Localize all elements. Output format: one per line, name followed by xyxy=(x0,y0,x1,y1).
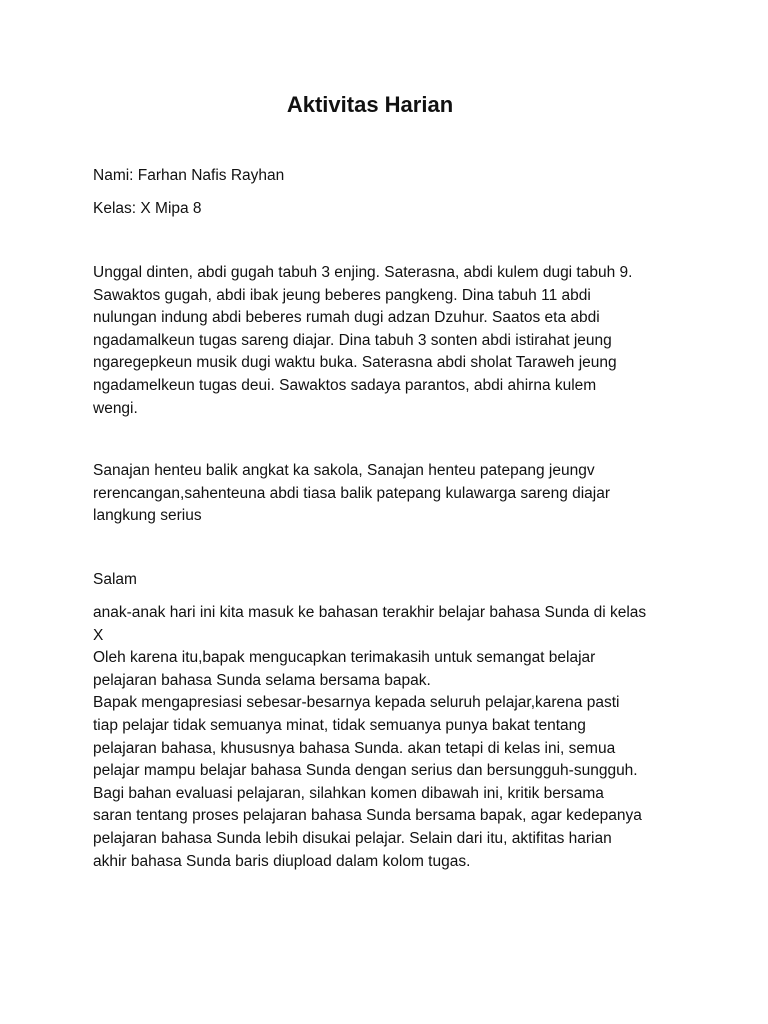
class-line: Kelas: X Mipa 8 xyxy=(93,200,202,217)
paragraph-line: saran tentang proses pelajaran bahasa Sunda bersama bapak, agar kedepanya xyxy=(93,807,642,825)
paragraph-line: Oleh karena itu,bapak mengucapkan terimakasih untuk semangat belajar xyxy=(93,649,596,667)
paragraph-line: langkung serius xyxy=(93,507,202,525)
paragraph-line: pelajar mampu belajar bahasa Sunda dengan serius dan bersungguh-sungguh. xyxy=(93,762,638,780)
paragraph-line: ngadamelkeun tugas deui. Sawaktos sadaya parantos, abdi ahirna kulem xyxy=(93,376,597,394)
paragraph-line: anak-anak hari ini kita masuk ke bahasan terakhir belajar bahasa Sunda di kelas xyxy=(93,604,647,621)
student-name-line: Nami: Farhan Nafis Rayhan xyxy=(93,167,285,184)
reflection-paragraph xyxy=(93,460,678,528)
paragraph-line: ngaregepkeun musik dugi waktu buka. Saterasna abdi sholat Taraweh jeung xyxy=(93,354,617,372)
paragraph-line: Sanajan henteu balik angkat ka sakola, Sanajan henteu patepang jeungv xyxy=(93,462,595,479)
paragraph-line: Bapak mengapresiasi sebesar-besarnya kepada seluruh pelajar,karena pasti xyxy=(93,694,620,712)
page-title: Aktivitas Harian xyxy=(286,92,454,117)
paragraph-line: akhir bahasa Sunda baris diupload dalam kolom tugas. xyxy=(93,852,471,870)
paragraph-line: rerencangan,sahenteuna abdi tiasa balik patepang kulawarga sareng diajar xyxy=(93,484,611,502)
daily-activity-paragraph xyxy=(93,262,678,420)
paragraph-line: nulungan indung abdi beberes rumah dugi adzan Dzuhur. Saatos eta abdi xyxy=(93,309,600,327)
teacher-message-paragraph xyxy=(93,602,678,873)
paragraph-line: pelajaran bahasa Sunda lebih disukai pelajar. Selain dari itu, aktifitas harian xyxy=(93,829,612,847)
paragraph-line: X xyxy=(93,626,104,644)
greeting-line: Salam xyxy=(93,571,137,588)
paragraph-line: wengi. xyxy=(93,399,138,417)
paragraph-line: pelajaran bahasa, khususnya bahasa Sunda. akan tetapi di kelas ini, semua xyxy=(93,739,616,757)
paragraph-line: Unggal dinten, abdi gugah tabuh 3 enjing. Saterasna, abdi kulem dugi tabuh 9. xyxy=(93,264,633,281)
paragraph-line: tiap pelajar tidak semuanya minat, tidak semuanya punya bakat tentang xyxy=(93,716,586,734)
paragraph-line: ngadamalkeun tugas sareng diajar. Dina tabuh 3 sonten abdi istirahat jeung xyxy=(93,331,612,349)
paragraph-line: Bagi bahan evaluasi pelajaran, silahkan komen dibawah ini, kritik bersama xyxy=(93,784,604,802)
paragraph-line: Sawaktos gugah, abdi ibak jeung beberes pangkeng. Dina tabuh 11 abdi xyxy=(93,286,591,304)
paragraph-line: pelajaran bahasa Sunda selama bersama bapak. xyxy=(93,671,431,689)
